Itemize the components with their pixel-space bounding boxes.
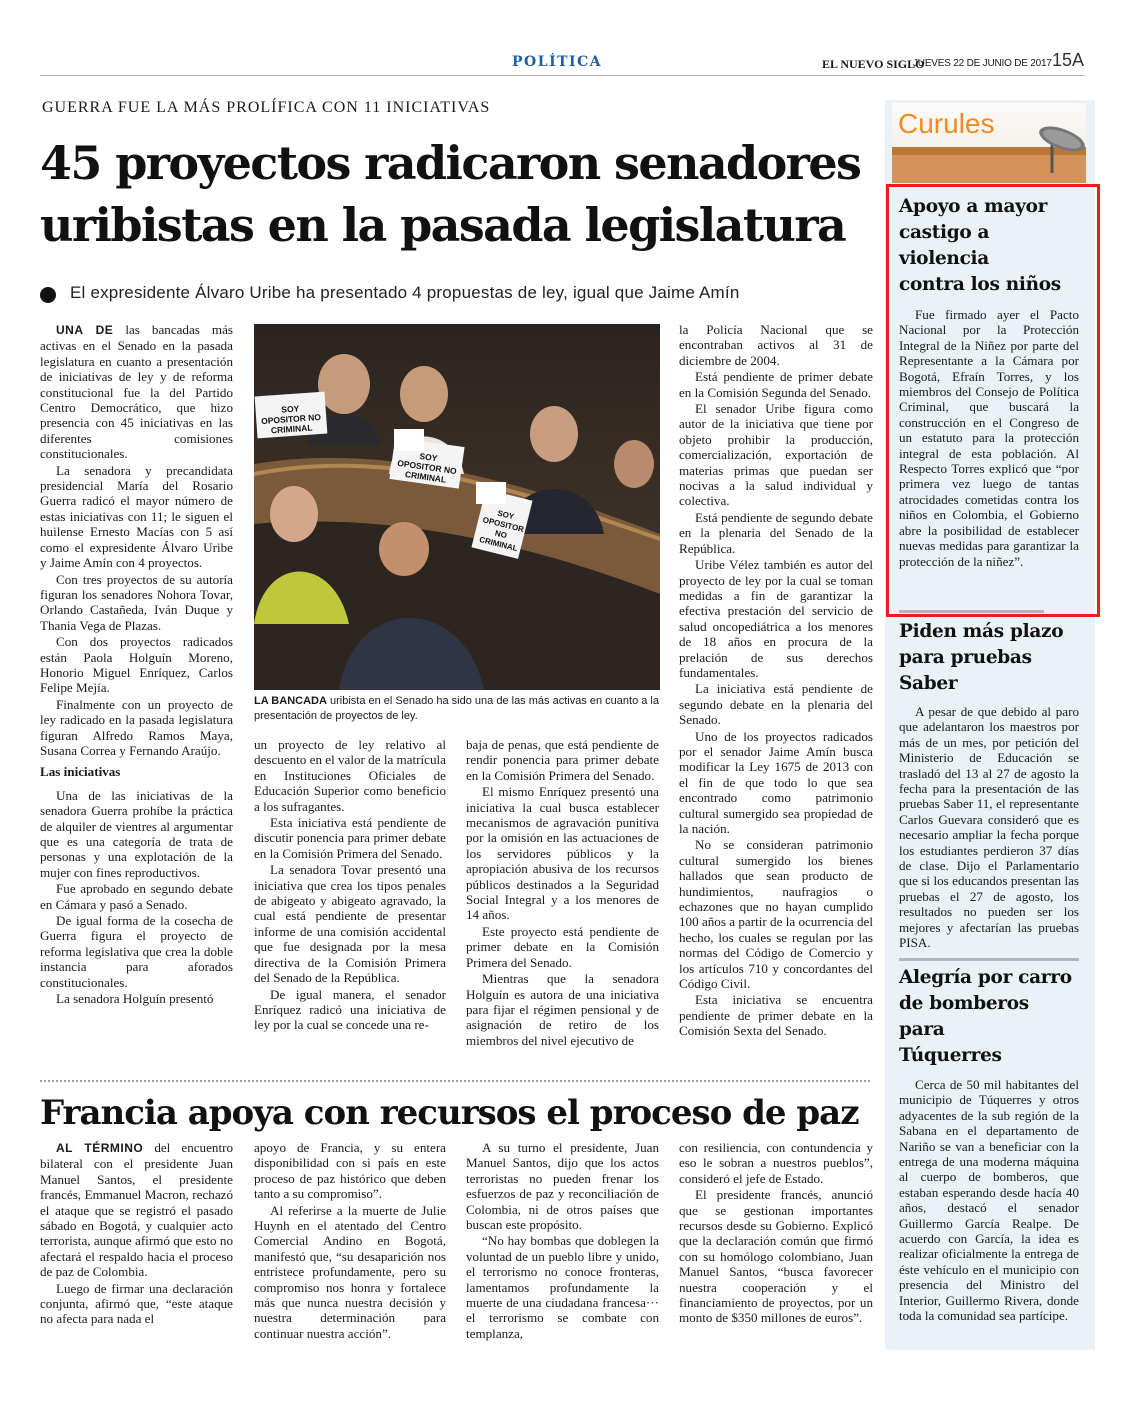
header-rule [40,75,1085,76]
article-kicker: GUERRA FUE LA MÁS PROLÍFICA CON 11 INICIATIVAS [42,99,491,116]
masthead-name: EL NUEVO SIGLO [822,57,925,71]
paragraph: Con tres proyectos de su autoría figuran los senadores Nohora Tovar, Orlando Castañeda, Iván Duque y Thania Vega de Plazas. [40,571,233,633]
senate-photo [254,324,660,690]
article-column-1 [40,322,233,1007]
second-column-4 [679,1140,873,1327]
sidebar-divider [899,958,1079,961]
photo-sign-text-2: SOY OPOSITOR NO CRIMINAL [396,450,458,485]
paragraph: La senadora Holguín presentó [56,991,214,1007]
paragraph: La senadora Tovar presentó una iniciativa que crea los tipos penales de abigeato y abigeato agravado, la cual está pendiente de presentar informe de una comisión accidental que fue designada por la mesa directiva de la Comisión Primera del Senado de la República. [254,862,446,986]
sidebar-divider [899,610,1044,613]
second-column-2 [254,1140,446,1342]
sidebar-item-1-body: Fue firmado ayer el Pacto Nacional por la Protección Integral de la Niñez por parte del Representante a la Cámara por Bogotá, Efraín Torres, y los miembros del Consejo de Política Criminal, que buscará la construcción en el Congreso de un estatuto para la protección integral de esta población. Al Respecto Torres explicó que “por primera vez luego de tantas atrocidades cometidas contra los niños en Colombia, el Gobierno abre la posibilidad de establecer nuevas medidas para garantizar la protección de la niñez”. [899,307,1079,569]
second-column-3 [466,1140,659,1342]
paragraph: un proyecto de ley relativo al descuento en el valor de la matrícula en Instituciones Oficiales de Educación Superior como beneficio a los sufragantes. [254,737,446,814]
paragraph: La iniciativa está pendiente de segundo debate en la plenaria del Senado. [679,681,873,728]
title-line: castigo a violencia [899,222,990,269]
paragraph: Está pendiente de primer debate en la Comisión Segunda del Senado. [679,369,873,400]
section-label: POLÍTICA [512,54,603,70]
sidebar-item-3-body: Cerca de 50 mil habitantes del municipio de Túquerres y otros adyacentes de la sub región de la Sabana en el departamento de Nariño se van a beneficiar con la entrega de una moderna máquina al cuerpo de bomberos, que estaban esperando desde hacía 40 años, destacó el senador Guillermo García Realpe. De acuerdo con García, la idea es realizar oficialmente la entrega de éste vehículo en el municipio con presencia del Ministro del Interior, Guillermo Rivera, donde toda la comunidad sea partícipe. [899,1077,1079,1324]
sidebar-item-2-title [899,619,1079,697]
paragraph: Fue aprobado en segundo debate en Cámara y pasó a Senado. [40,881,233,912]
paragraph: Con dos proyectos radicados están Paola Holguín Moreno, Honorio Miguel Enríquez, Carlos Felipe Mejía. [40,634,233,696]
paragraph: apoyo de Francia, y su entera disponibilidad con si país en este proceso de paz histórico que deben tanto a su compromiso”. [254,1140,446,1202]
microphone-icon [892,103,1086,183]
subhead: Las iniciativas [40,764,121,780]
paragraph: No se consideran patrimonio cultural sumergido los bienes hallados que sean producto de hundimientos, naufragios o echazones que no hayan cumplido 100 años a partir de la ocurrencia del hecho, los cuales se regulan por las normas del Código de Comercio y los artículos 710 y concordantes del Código Civil. [679,837,873,992]
photo-sign-text-3: SOY OPOSITOR NO CRIMINAL [478,508,525,554]
paragraph: Uribe Vélez también es autor del proyecto de ley por la cual se toman medidas a fin de garantizar la efectiva prestación del servicio de salud oncopediátrica a los menores de 18 años en procura de la prelación de sus derechos fundamentales. [679,557,873,680]
paragraph: Finalmente con un proyecto de ley radicado en la pasada legislatura figuran Alfredo Ramos Maya, Susana Correa y Fernando Araújo. [40,696,233,758]
paragraph: con resiliencia, con contundencia y eso le sobran a nuestros pueblos”, consideró el jefe de Estado. [679,1140,873,1186]
paragraph: La senadora y precandidata presidencial María del Rosario Guerra radicó el mayor número de estas iniciativas con 11; le siguen el huilense Ernesto Macías con 5 así como el expresidente Álvaro Uribe y Jaime Amín con 4 proyectos. [40,462,233,571]
sidebar-item-3 [899,965,1079,1324]
page-number: 15A [1052,50,1085,70]
paragraph: la Policía Nacional que se encontraban activos al 31 de diciembre de 2004. [679,322,873,368]
paragraph: De igual manera, el senador Enríquez radicó una iniciativa de ley por la cual se concede una re- [254,986,446,1033]
sidebar-item-2 [899,619,1079,951]
paragraph: “No hay bombas que doblegen la voluntad de un pueblo libre y unido, el terrorismo no conoce fronteras, lamentamos profundamente la muerte de una ciudadana francesa··· el terrorismo se combate con templanza, [466,1233,659,1341]
second-article-headline: Francia apoya con recursos el proceso de paz [40,1093,859,1133]
sidebar-item-1 [899,194,1079,569]
article-separator [40,1080,870,1082]
title-line: Piden más plazo [899,621,1064,642]
paragraph: Una de las iniciativas de la senadora Guerra prohíbe la práctica de alquiler de vientres al argumentar que es una categoría de trata de personas y una explotación de la mujer con fines reproductivos. [40,787,233,880]
curules-banner [892,103,1086,183]
title-line: Túquerres [899,1045,1002,1066]
paragraph: Esta iniciativa se encuentra pendiente de primer debate en la Comisión Sexta del Senado. [679,992,873,1039]
photo-caption [254,694,660,724]
title-line: para pruebas Saber [899,647,1032,694]
lead-in: AL TÉRMINO [56,1141,144,1155]
caption-text: uribista en el Senado ha sido una de las más activas en cuanto a la presentación de proyectos de ley. [254,695,659,722]
paragraph: Este proyecto está pendiente de primer debate en la Comisión Primera del Senado. [466,923,659,970]
second-column-1 [40,1140,233,1328]
photo-sign-text-1: SOY OPOSITOR NO CRIMINAL [260,403,322,436]
headline-line-1: 45 proyectos radicaron senadores [40,136,861,190]
article-column-3 [466,737,659,1049]
paragraph: Mientras que la senadora Holguín es autora de una iniciativa para fijar el régimen pensional y de asignación de retiro de los miembros del nivel ejecutivo de [466,971,659,1048]
title-line: contra los niños [899,274,1061,295]
deck-bullet [40,287,56,303]
sidebar-item-2-body: A pesar de que debido al paro que adelantaron los maestros por más de un mes, por petición del Ministerio de Educación se trasladó del 13 al 27 de agosto la fecha para la presentación de las pruebas Saber 11, el representante Carlos Guevara consideró que es necesario ampliar la fecha porque los estudiantes perdieron 37 días de clase. Dijo el Parlamentario que si los educandos presentan las pruebas el 27 de agosto, los resultados no pueden ser los mejores y afectarían las pruebas PISA. [899,704,1079,951]
lead-in: UNA DE [56,323,114,337]
masthead-date: JUEVES 22 DE JUNIO DE 2017 [913,58,1052,69]
headline-line-2: uribistas en la pasada legislatura [40,198,846,252]
title-line: Alegría por carro [899,967,1072,988]
senate-photo-illustration [254,324,660,690]
paragraph: El mismo Enríquez presentó una iniciativa la cual busca establecer mecanismos de agravación punitiva por la omisión en las actuaciones de los servidores públicos y la apropiación abusiva de los recursos públicos destinados a la Seguridad Social Integral y a los menores de 14 años. [466,784,659,923]
title-line: Apoyo a mayor [899,196,1048,217]
paragraph: Esta iniciativa está pendiente de discutir ponencia para primer debate en la Comisión Primera del Senado. [254,815,446,861]
paragraph: De igual forma de la cosecha de Guerra figura el proyecto de reforma legislativa que crea la doble instancia para aforados constitucionales. [40,913,233,990]
article-column-4 [679,322,873,1040]
sidebar-item-1-title [899,194,1079,298]
paragraph: baja de penas, que está pendiente de rendir ponencia para primer debate en la Comisión Primera del Senado. [466,737,659,783]
title-line: de bomberos para [899,993,1029,1040]
paragraph: A su turno el presidente, Juan Manuel Santos, dijo que los actos terroristas no pueden frenar los esfuerzos de paz y reconciliación de Colombia, ni de otros países que buscan este propósito. [466,1140,659,1233]
paragraph: del encuentro bilateral con el presidente Juan Manuel Santos, el presidente francés, Emmanuel Macron, rechazó el ataque que se registró el pasado sábado en Bogotá, y cualquier acto terrorista, aunque afirmó que esto no afectará el respaldo hacia el proceso de paz de Colombia. [40,1140,234,1280]
paragraph: Uno de los proyectos radicados por el senador Jaime Amín busca modificar la Ley 1675 de 2013 con el fin de que todo lo que sea encontrado como patrimonio cultural sumergido sea propiedad de la nación. [679,728,873,836]
article-deck: El expresidente Álvaro Uribe ha presentado 4 propuestas de ley, igual que Jaime Amín [70,283,740,302]
paragraph: las bancadas más activas en el Senado en la pasada legislatura en cuanto a presentación de iniciativas de ley y de reforma constitucional fue la del Partido Centro Democrático, que hizo presencia con 45 iniciativas en las diferentes comisiones constitucionales. [40,322,234,462]
paragraph: Luego de firmar una declaración conjunta, afirmó que, “este ataque no afecta para nada el [40,1280,233,1327]
paragraph: El presidente francés, anunció que se gestionan importantes recursos desde su Gobierno. Explicó que la declaración común que firmó con su homólogo colombiano, Juan Manuel Santos, “busca favorecer nuestra cooperación y el financiamiento de proyectos, por un monto de $350 millones de euros”. [679,1187,873,1326]
sidebar-item-3-title [899,965,1079,1069]
paragraph: El senador Uribe figura como autor de la iniciativa que tiene por objeto prohibir la producción, comercialización, exportación de materias primas que puedan ser nocivas a la salud individual y colectiva. [679,401,873,509]
article-headline [40,132,880,256]
caption-lead: LA BANCADA [254,695,327,707]
paragraph: Está pendiente de segundo debate en la plenaria del Senado de la República. [679,509,873,556]
paragraph: Al referirse a la muerte de Julie Huynh en el atentado del Centro Comercial Andino en Bogotá, manifestó que, “su desaparición nos entristece profundamente, pero su compromiso nos honra y fortalece más que nunca nuestra decisión y nuestra determinación para continuar nuestra acción”. [254,1202,446,1341]
curules-title: Curules [898,108,995,139]
article-column-2 [254,737,446,1034]
